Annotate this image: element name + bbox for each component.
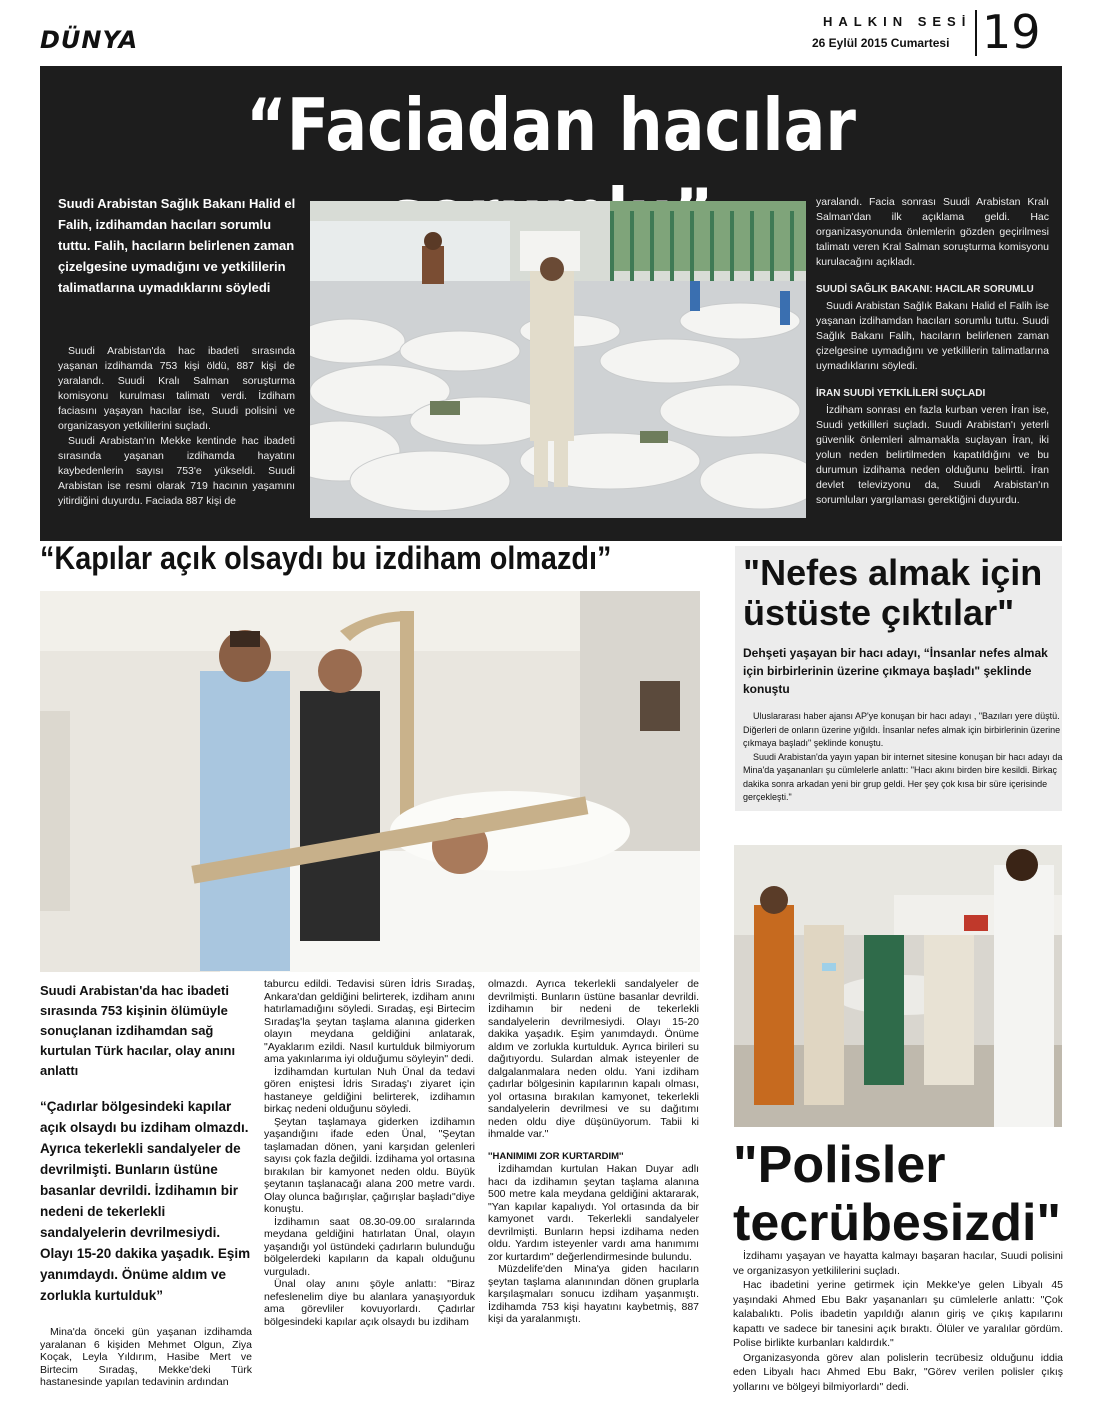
paragraph: Suudi Arabistan'da yayın yapan bir internet sitesine konuşan bir hacı adayı da Mina'da yaşananları şu cümlelerle anlattı: "Hacı akını birden bire kesildi. Birkaç dakika sonra arkadan yeni bir grup geldi. Her şey çok kısa bir süre içerisinde gerçekleşti.": [743, 751, 1063, 802]
paragraph: Mina'da önceki gün yaşanan izdihamda yaralanan 6 kişiden Mehmet Olgun, Ziya Koçak, Leyla Yıldırım, Hasibe Mert ve Birtecim Sıradaş, Mekke'deki Türk hastanesinde yapılan tedavinin ardından: [40, 1326, 252, 1388]
third-story-headline-line1: "Polisler: [733, 1136, 946, 1194]
paragraph: Şeytan taşlamaya giderken izdihamın yaşandığını ifade eden Ünal, "Şeytan taşlamadan dönen, yani karşıdan gelenleri sayısı çok fazla değildi. İzdihama yol ortasına bırakılan bir kamyonet neden oldu. Büyük şeytanın taşlanacağı alana 200 metre vardı. Olay olunca bağırışlar, çağırışlar başladı"diye konuştu.: [264, 1115, 475, 1215]
paragraph: yaralandı. Facia sonrası Suudi Arabistan Kralı Salman'dan ilk açıklama geldi. Hac organizasyonunda önlemlerin gözden geçirilmesi talimatı veren Kral Salman soruşturma komisyonu kurulacağını açıkladı.: [816, 196, 1049, 268]
third-story-headline-line2: tecrübesizdi": [733, 1194, 1062, 1252]
third-story-headline: [733, 1136, 1061, 1252]
paragraph: Suudi Arabistan'da hac ibadeti sırasında yaşanan izdihamda 753 kişi öldü, 887 kişi de yaralandı. Suudi Kralı Salman soruşturma komisyonu kurulması talimatı verdi. İzdiham faciasını yaşayan hacılar ise, Suudi polisini ve organizasyon yetkililerini suçladı.: [58, 345, 295, 432]
side-story-headline: [743, 553, 1042, 633]
paragraph: Hac ibadetini yerine getirmek için Mekke'ye gelen Libyalı 45 yaşındaki Ahmed Ebu Bakr yaşananları şu cümlelerle anlattı: "Çok kalabalıktı. Polis ibadetin yapıldığı alanın giriş ve çıkış kapılarını kapattı ve sadece bir tanesini açık bıraktı. Ölüler ve yaralılar gördüm. Polise birlikte kurbanları kaldırdık.": [733, 1279, 1063, 1349]
paragraph: İzdihamdan kurtulan Nuh Ünal da tedavi gören eniştesi İdris Sıradaş'ı ziyaret için hastaneye geldiğini belirterek, izdihamın birkaç nedeni olduğunu söyledi.: [264, 1065, 475, 1115]
side-story-body: [743, 710, 1063, 805]
rescue-photo-illustration: [734, 845, 1062, 1127]
second-story-col3: [488, 978, 699, 1326]
second-story-lede: Suudi Arabistan'da hac ibadeti sırasında 753 kişinin ölümüyle sonuçlanan izdihamdan sağ kurtulan Türk hacılar, olay anını anlattı: [40, 983, 236, 1078]
top-story-left-body: [58, 344, 295, 509]
top-story-deck: Suudi Arabistan Sağlık Bakanı Halid el Falih, izdihamdan hacıları sorumlu tuttu. Falih, hacıların belirlenen zaman çizelgesine uymadığını ve yetkililerin talimatlarına uymadıklarını söyledi: [58, 196, 296, 295]
paragraph: İzdiham sonrası en fazla kurban veren İran ise, Suudi yetkilileri suçladı. Suudi Arabistan'ı yeterli güvenlik önlemleri almamakla suçlayan İran, iki yolun neden belirtilmeden kapatıldığını ve bu durumun izdihama neden olduğunu belirtti. İran devlet televizyonu da, Suudi Arabistan'ın sorumluları yargılaması gerektiğini duyurdu.: [816, 404, 1049, 506]
top-story-headline: “Faciadan hacılar: [246, 83, 856, 167]
paragraph: Organizasyonda görev alan polislerin tecrübesiz olduğunu iddia eden Libyalı hacı Ahmed Ebu Bakr, "Görev verilen polisler çıkış yollarını ve bölgeyi bilmiyorlardı" dedi.: [733, 1351, 1063, 1393]
paragraph: Ünal olay anını şöyle anlattı: ''Biraz nefeslenelim diye bu alanlara yanaşıyorduk ama görevliler kovuyorlardı. Çadırlar bölgesindeki kapılar açık olsaydı bu izdiham: [264, 1278, 475, 1328]
side-story-headline-line1: "Nefes almak için: [743, 552, 1043, 593]
top-story-right-body: [816, 195, 1049, 508]
subhead: SUUDİ SAĞLIK BAKANI: HACILAR SORUMLU: [816, 284, 1034, 295]
side-story-headline-line2: üstüste çıktılar": [743, 592, 1015, 633]
paragraph: Suudi Arabistan Sağlık Bakanı Halid el Falih ise yaşanan izdihamdan hacıları sorumlu tuttu. Suudi Sağlık Bakanı Falih, hacıların belirlenen zaman çizelgesine uymadığını ve yetkililerin talimatlarına uymadıklarını söyledi.: [816, 300, 1049, 372]
paragraph: İzdihamdan kurtulan Hakan Duyar adlı hacı da izdihamın şeytan taşlama alanına 500 metre kala meydana geldiğini aktararak, "Yan kapılar kapalıydı. Yol ortasında da bir kamyonet vardı. Tekerlekli sandalyeler devrilmişti. Bunların hepsi izdihama neden oldu. Yardım isteyenler vardı ama hanımımı zor kurtardım" değerlendirmesinde bulundu.: [488, 1163, 699, 1263]
second-story-headline: “Kapılar açık olsaydı bu izdiham olmazdı”: [40, 540, 612, 576]
newspaper-name: HALKIN SESİ: [823, 14, 972, 29]
masthead-divider: [975, 10, 977, 56]
hospital-photo-illustration: [40, 591, 700, 972]
section-label: DÜNYA: [40, 26, 139, 54]
paragraph: Suudi Arabistan'ın Mekke kentinde hac ibadeti sırasında yaşanan izdihamda hayatını kaybedenlerin sayısı 753'e yükseldi. Suudi Arabistan ise resmi olarak 719 hacının yaşamını yitirdiğini duyurdu. Faciada 887 kişi de: [58, 435, 295, 507]
paragraph: Uluslararası haber ajansı AP'ye konuşan bir hacı adayı , "Bazıları yere düştü. Diğerleri de onların üzerine yığıldı. İnsanlar nefes almak için birbirlerinin üzerine çıkmaya başladı" şeklinde konuştu.: [743, 711, 1061, 748]
paragraph: İzdihamı yaşayan ve hayatta kalmayı başaran hacılar, Suudi polisini ve organizasyon yetkililerini suçladı.: [733, 1250, 1063, 1277]
second-story-col1: [40, 1326, 252, 1389]
paragraph: taburcu edildi. Tedavisi süren İdris Sıradaş, Ankara'dan geldiğini belirterek, izdiham anını hatırlamadığını söyledi. Sıradaş, eşi Birtecim Sıradaş'la şeytan taşlama alanına giderken olayın meydana geldiğini anlatarak, "Ayaklarım ezildi. Nasıl kurtulduk bilmiyorum ama yakınlarıma iyi olduğumu söyleyin" dedi.: [264, 978, 475, 1065]
third-story-body: [733, 1249, 1063, 1394]
side-story-deck: Dehşeti yaşayan bir hacı adayı, “İnsanlar nefes almak için birbirlerinin üzerine çıkmaya başladı" şeklinde konuştu: [743, 646, 1048, 696]
paragraph: Müzdelife'den Mina'ya giden hacıların şeytan taşlama alanınından dönen gruplarla karşılaşmaları sonucu izdiham yaşanmıştı. İzdihamda 753 kişi hayatını kaybetmiş, 887 kişi da yaralanmıştı.: [488, 1263, 699, 1325]
second-story-col2: [264, 978, 475, 1328]
hospital-photo: [40, 591, 700, 972]
subhead: İRAN SUUDİ YETKİLİLERİ SUÇLADI: [816, 388, 986, 399]
paragraph: olmazdı. Ayrıca tekerlekli sandalyeler de devrilmişti. Bunların üstüne basanlar devrildi. İzdihamın bir nedeni de tekerlekli sandalyelerin devrilmesiydi. Olayı 15-20 dakika yaşadık. Eşim yanımdaydı. Önüme aldım ve zorlukla kurtulduk. Ayrıca birileri su dağıtıyordu. Sulardan almak isteyenler de dalgalanmalara neden oldu. Yani izdiham çadırlar bölgesinin kapılarının kapalı olması, yol ortasına bırakılan kamyonet, tekerlekli sandalyelerin devrilmesi ve su dağıtımı neden oldu diye düşünüyorum. Tabii ki ihmalde var.": [488, 978, 699, 1140]
stampede-photo: [310, 201, 806, 518]
rescue-photo: [734, 845, 1062, 1127]
subhead: ''HANIMIMI ZOR KURTARDIM'': [488, 1150, 624, 1162]
issue-date: 26 Eylül 2015 Cumartesi: [812, 36, 950, 50]
paragraph: İzdihamın saat 08.30-09.00 sıralarında meydana geldiğini hatırlatan Ünal, olayın yaşandığı yol üstündeki çadırların bulunduğu bölgelerdeki kapıların da kapalı olduğunu vurguladı.: [264, 1215, 475, 1278]
second-story-pullquote: “Çadırlar bölgesindeki kapılar açık olsaydı bu izdiham olmazdı. Ayrıca tekerlekli sandalyeler de devrilmişti. Bunların üstüne basanlar devrildi. İzdihamın bir nedeni de tekerlekli sandalyelerin devrilmesiydi. Olayı 15-20 dakika yaşadık. Eşim yanımdaydı. Önüme aldım ve zorlukla kurtulduk”: [40, 1099, 251, 1303]
page-number: 19: [982, 5, 1041, 59]
stampede-photo-illustration: [310, 201, 806, 518]
